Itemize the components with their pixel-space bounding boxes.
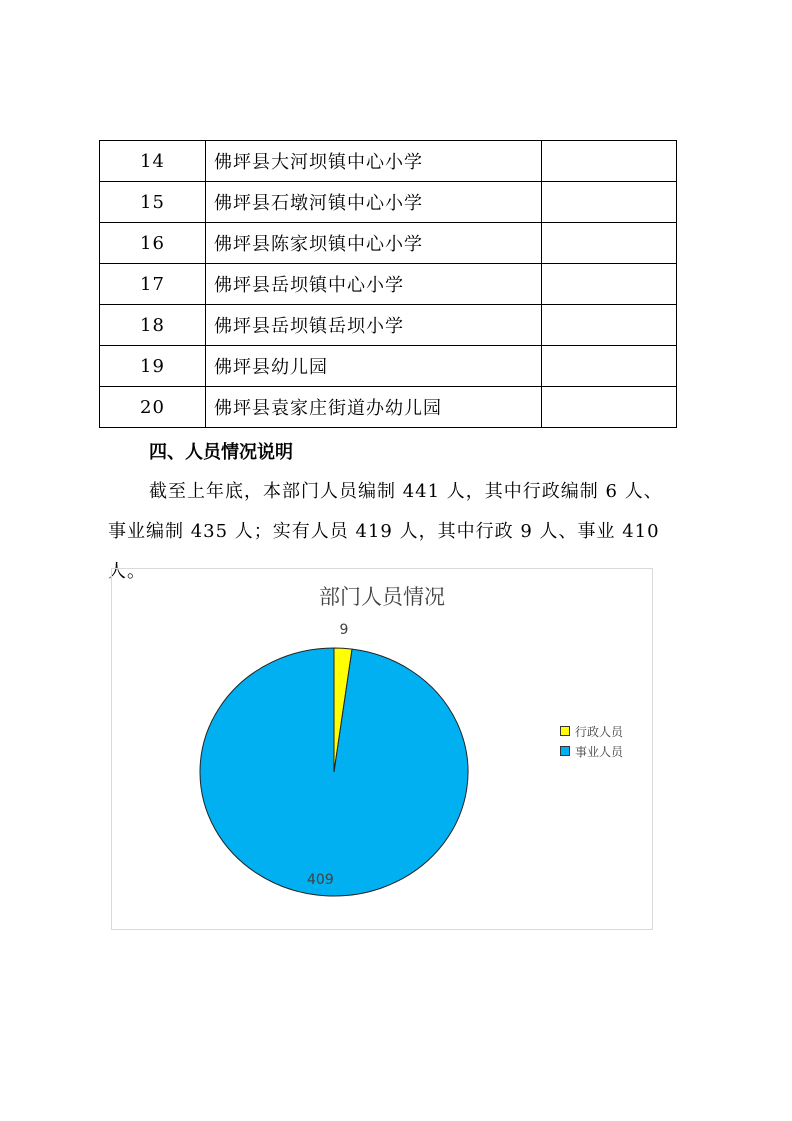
row-unit-name: 佛坪县石墩河镇中心小学 <box>206 182 542 223</box>
row-unit-name: 佛坪县岳坝镇中心小学 <box>206 264 542 305</box>
pie-chart <box>111 568 653 930</box>
chart-legend <box>560 721 623 761</box>
row-number: 14 <box>100 141 206 182</box>
row-blank-cell <box>542 141 677 182</box>
school-table <box>99 140 677 428</box>
legend-swatch-admin <box>560 726 570 736</box>
row-number: 19 <box>100 346 206 387</box>
paragraph-line-2: 事业编制 435 人；实有人员 419 人，其中行政 9 人、事业 410 人。 <box>108 521 660 582</box>
row-blank-cell <box>542 305 677 346</box>
row-unit-name: 佛坪县大河坝镇中心小学 <box>206 141 542 182</box>
row-number: 15 <box>100 182 206 223</box>
row-unit-name: 佛坪县陈家坝镇中心小学 <box>206 223 542 264</box>
row-blank-cell <box>542 182 677 223</box>
legend-item-institution <box>560 741 623 761</box>
pie-slice-institution <box>200 648 468 896</box>
section-heading: 四、人员情况说明 <box>149 442 293 463</box>
row-blank-cell <box>542 264 677 305</box>
row-blank-cell <box>542 223 677 264</box>
table-row <box>100 346 677 387</box>
row-unit-name: 佛坪县袁家庄街道办幼儿园 <box>206 387 542 428</box>
table-row <box>100 305 677 346</box>
data-label-institution: 409 <box>307 871 334 888</box>
legend-item-admin <box>560 721 623 741</box>
row-number: 18 <box>100 305 206 346</box>
row-blank-cell <box>542 346 677 387</box>
row-number: 16 <box>100 223 206 264</box>
legend-label-admin: 行政人员 <box>575 724 624 739</box>
data-label-admin: 9 <box>339 622 349 638</box>
row-number: 20 <box>100 387 206 428</box>
table-row <box>100 141 677 182</box>
table-row <box>100 223 677 264</box>
table-row <box>100 182 677 223</box>
row-unit-name: 佛坪县幼儿园 <box>206 346 542 387</box>
legend-swatch-institution <box>560 746 570 756</box>
paragraph-line-1: 截至上年底，本部门人员编制 441 人，其中行政编制 6 人、 <box>149 481 663 502</box>
legend-label-institution: 事业人员 <box>575 744 624 759</box>
row-number: 17 <box>100 264 206 305</box>
row-unit-name: 佛坪县岳坝镇岳坝小学 <box>206 305 542 346</box>
table-row <box>100 387 677 428</box>
row-blank-cell <box>542 387 677 428</box>
table-row <box>100 264 677 305</box>
chart-title: 部门人员情况 <box>319 585 445 609</box>
